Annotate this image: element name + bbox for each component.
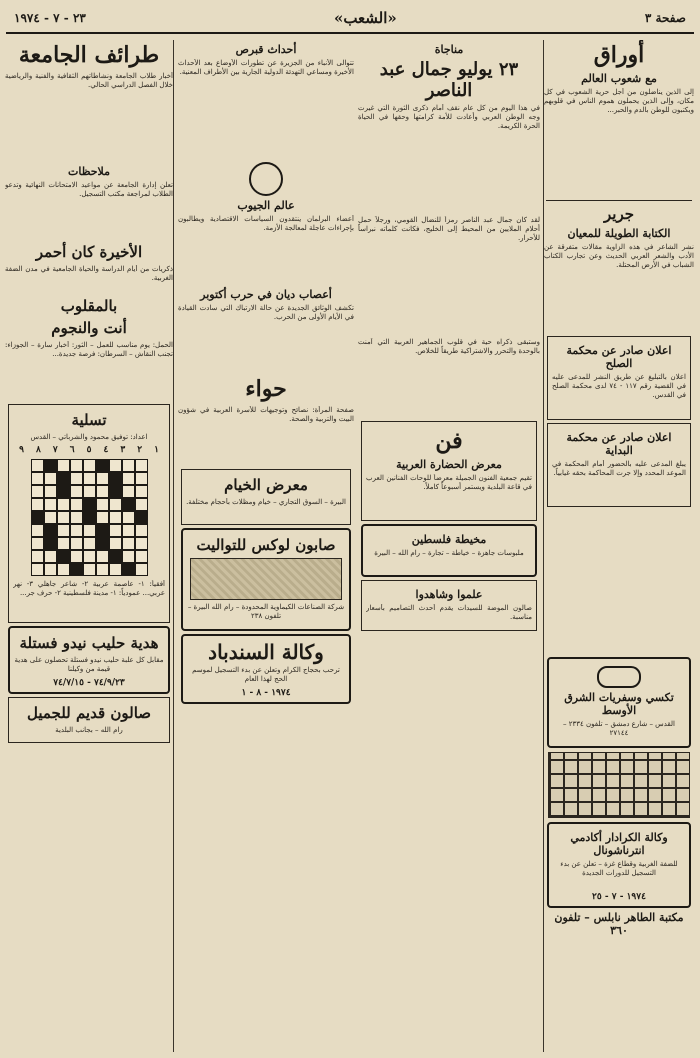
travel-agency-ad (181, 634, 351, 704)
article-body-3: وستبقى ذكراه حية في قلوب الجماهير العربية التي آمنت بالوحدة والتحرر والاشتراكية طريقاً للخلاص. (358, 338, 540, 355)
salon-notice (361, 580, 537, 631)
crossword-cell (109, 472, 122, 485)
crossword-cell (44, 550, 57, 563)
crossword-cell (83, 550, 96, 563)
academy-title: وكالة الكرادار أكادمي انترناشونال (570, 831, 668, 857)
crossword-cell (31, 524, 44, 537)
crossword-cell (96, 537, 109, 550)
crossword-number: ٦ (69, 445, 75, 455)
crossword-cell (122, 524, 135, 537)
pockets-title: عالم الجيوب (237, 199, 295, 212)
crossword-cell (57, 524, 70, 537)
page-number: صفحة ٣ (644, 11, 686, 25)
crossword-cell (122, 472, 135, 485)
tents-title: معرض الخيام (224, 476, 308, 494)
crossword-number: ٣ (120, 445, 126, 455)
newspaper-page (6, 4, 694, 1052)
notice-body: اعلان بالتبليغ عن طريق النشر للمدعى عليه في القضية رقم ١١٧ - ٧٤ لدى محكمة الصلح في القدس. (552, 373, 686, 399)
crossword-cell (70, 563, 83, 576)
crossword-cell (31, 550, 44, 563)
crossword-cell (70, 472, 83, 485)
crossword-cell (96, 485, 109, 498)
crossword-title: تسلية (71, 411, 107, 429)
crossword-cell (70, 550, 83, 563)
crossword-number: ٢ (137, 445, 143, 455)
academy-ad (547, 822, 691, 908)
article-body-1: في هذا اليوم من كل عام نقف أمام ذكرى الثورة التي غيرت وجه الوطن العربي وأعادت للأمة كرامتها وحقها في الحياة الحرة الكريمة. (358, 104, 540, 130)
crossword-cell (44, 485, 57, 498)
crossword-cell (135, 498, 148, 511)
court-notice-2 (547, 423, 691, 507)
crossword-number: ٤ (103, 445, 109, 455)
salon-title: صالون قديم للجميل (26, 704, 152, 722)
crossword-cell (83, 472, 96, 485)
crossword-cell (70, 498, 83, 511)
right-ads (544, 654, 694, 940)
tailor-ad (361, 524, 537, 577)
crossword-cell (31, 498, 44, 511)
taxi-ad (547, 657, 691, 748)
crossword-cell (83, 563, 96, 576)
poem-body: إلى الذين يناضلون من أجل حرية الشعوب في كل مكان، وإلى الذين يحملون هموم الناس في قلوبهم ويكتبون للوطن بالدم والحبر... (544, 88, 694, 114)
crossword-cell (122, 498, 135, 511)
scaffold-image (548, 752, 690, 818)
crossword-cell (83, 485, 96, 498)
hawwa-body: صفحة المرأة: نصائح وتوجيهات للأسرة العربية في شؤون البيت والتربية والصحة. (178, 406, 354, 423)
poem-title: مع شعوب العالم (581, 72, 657, 85)
crossword-cell (31, 485, 44, 498)
crossword-cell (83, 498, 96, 511)
crossword-credit: اعداد: توفيق محمود والشرباتي – القدس (30, 433, 148, 441)
section-body: نشر الشاعر في هذه الزاوية مقالات متفرقة عن الأدب والشعر العربي الحديث وعن تجارب الكتاب الشباب في الأرض المحتلة. (544, 243, 694, 269)
crossword-cell (122, 485, 135, 498)
crossword-cell (31, 511, 44, 524)
crossword-grid (31, 459, 148, 576)
crossword-cell (122, 459, 135, 472)
crossword-cell (57, 498, 70, 511)
crossword-cell (57, 485, 70, 498)
crossword-cell (96, 511, 109, 524)
gift-title: هدية حليب نيدو فستلة (19, 634, 159, 652)
tents-body: البيرة – السوق التجاري – خيام ومظلات بأحجام مختلفة. (186, 498, 346, 506)
crossword-cell (96, 472, 109, 485)
taxi-title: تكسي وسفريات الشرق الأوسط (564, 691, 674, 717)
crossword-cell (109, 524, 122, 537)
agency-title: وكالة السندباد (208, 640, 324, 664)
crossword-cell (96, 524, 109, 537)
art-subtitle: معرض الحضارة العربية (396, 458, 502, 471)
crossword-clues: أفقياً: ١- عاصمة عربية ٢- شاعر جاهلي ٣- نهر عربي... عمودياً: ١- مدينة فلسطينية ٢- حرف جر... (13, 580, 165, 597)
crossword-cell (96, 563, 109, 576)
memoirs-title: الأخيرة كان أحمر (35, 243, 143, 261)
notice-body: يبلغ المدعى عليه بالحضور أمام المحكمة في الموعد المحدد وإلا جرت المحاكمة بحقه غيابياً. (552, 460, 686, 477)
crossword-cell (135, 472, 148, 485)
crossword-cell (70, 524, 83, 537)
crossword-cell (109, 459, 122, 472)
dayan-body: تكشف الوثائق الجديدة عن حالة الارتباك التي سادت القيادة في الأيام الأولى من الحرب. (178, 304, 354, 321)
art-box (361, 421, 537, 521)
tailor-body: ملبوسات جاهزة – خياطة – تجارة – رام الله – البيرة (374, 549, 524, 557)
crossword-cell (31, 537, 44, 550)
news-column (178, 40, 354, 1052)
crossword-cell (31, 459, 44, 472)
crossword-cell (109, 498, 122, 511)
crossword-cell (57, 563, 70, 576)
article-body-2: لقد كان جمال عبد الناصر رمزاً للنضال القومي، ورجلاً حمل أحلام الملايين من المحيط إلى الخليج، فكانت كلماته نبراساً للأحرار. (358, 216, 540, 242)
crossword-cell (70, 485, 83, 498)
crossword-number: ٧ (52, 445, 58, 455)
crossword-cell (135, 563, 148, 576)
notes-title: ملاحظات (68, 165, 110, 178)
crossword-cell (44, 537, 57, 550)
cyprus-title: أحداث قبرص (235, 43, 297, 56)
crossword-cell (44, 498, 57, 511)
crossword-cell (109, 563, 122, 576)
crossword-cell (109, 537, 122, 550)
tents-ad (181, 469, 351, 525)
crossword-cell (31, 472, 44, 485)
crossword-cell (44, 459, 57, 472)
agency-body: ترحب بحجاج الكرام وتعلن عن بدء التسجيل لموسم الحج لهذا العام (192, 666, 340, 683)
taxi-body: القدس – شارع دمشق – تلفون ٢٣٣٤ – ٢٧١٤٤ (562, 720, 676, 737)
section-title-jarir: جرير (604, 205, 634, 223)
pockets-body: أعضاء البرلمان ينتقدون السياسات الاقتصادية ويطالبون بإجراءات عاجلة لمعالجة الأزمة. (178, 215, 354, 232)
crossword-cell (44, 524, 57, 537)
dayan-title: أعصاب ديان في حرب أكتوبر (200, 288, 332, 301)
soap-bar-image (190, 558, 342, 600)
gift-date: ٧٤/٩/٢٣ - ٧٤/٧/١٥ (53, 678, 125, 688)
crossword-numbers (13, 445, 165, 455)
crossword-cell (83, 537, 96, 550)
salon-body: صالون الموضة للسيدات يقدم أحدث التصاميم بأسعار مناسبة. (366, 604, 532, 621)
globe-icon (249, 162, 283, 196)
crossword-cell (96, 550, 109, 563)
crossword-cell (44, 511, 57, 524)
notice-title: اعلان صادر عن محكمة البداية (566, 431, 672, 457)
nido-gift-ad (8, 626, 170, 694)
crossword-cell (57, 472, 70, 485)
crossword-cell (135, 550, 148, 563)
issue-date: ٢٣ - ٧ - ١٩٧٤ (14, 11, 86, 25)
crossword-cell (122, 563, 135, 576)
upside-down-title: بالمقلوب (60, 297, 118, 315)
paper-name: «الشعب» (333, 9, 397, 27)
crossword-cell (96, 498, 109, 511)
crossword-cell (122, 537, 135, 550)
tailor-title: مخيطة فلسطين (411, 533, 487, 546)
crossword-cell (122, 511, 135, 524)
main-headline: ٢٣ يوليو جمال عبد الناصر (379, 59, 519, 101)
soap-body: شركة الصناعات الكيماوية المحدودة – رام الله البيرة – تلفون ٢٣٨ (187, 603, 345, 620)
section-subtitle: الكتابة الطويلة للمعيان (567, 227, 671, 240)
crossword-number: ٨ (36, 445, 41, 455)
cyprus-body: تتوالى الأنباء من الجزيرة عن تطورات الأوضاع بعد الأحداث الأخيرة ومساعي التهدئة الدولية الجارية بين الأطراف المعنية. (178, 59, 354, 76)
crossword-number: ٩ (19, 445, 24, 455)
crossword-cell (109, 550, 122, 563)
crossword-cell (109, 485, 122, 498)
crossword-cell (44, 472, 57, 485)
bookshop-ad: مكتبة الطاهر نابلس – تلفون ٣٦٠ (554, 911, 684, 937)
art-body: تقيم جمعية الفنون الجميلة معرضاً للوحات الفنانين العرب في قاعة البلدية ويستمر أسبوعاً كاملاً. (366, 474, 532, 491)
court-notice-1 (547, 336, 691, 420)
crossword-cell (57, 459, 70, 472)
salon-ad (8, 697, 170, 743)
crossword-cell (109, 511, 122, 524)
crossword-cell (135, 524, 148, 537)
crossword-cell (57, 537, 70, 550)
art-title: فن (435, 428, 463, 454)
crossword-cell (57, 511, 70, 524)
kicker: مناجاة (434, 43, 464, 56)
left-column (5, 40, 174, 1052)
crossword-cell (83, 511, 96, 524)
crossword-cell (70, 537, 83, 550)
soap-ad (181, 528, 351, 631)
crossword-cell (57, 550, 70, 563)
horoscope-title: أنت والنجوم (51, 319, 127, 337)
crossword-cell (135, 459, 148, 472)
salon-title: علموا وشاهدوا (415, 588, 483, 601)
hawwa-title: حواء (245, 376, 287, 402)
crossword-cell (83, 524, 96, 537)
crossword-cell (96, 459, 109, 472)
crossword-cell (135, 537, 148, 550)
crossword-cell (83, 459, 96, 472)
editorial-column (358, 40, 540, 1052)
crossword-cell (122, 550, 135, 563)
horoscope-body: الحمل: يوم مناسب للعمل – الثور: أخبار سارة – الجوزاء: تجنب النقاش – السرطان: فرصة جديدة... (5, 341, 173, 358)
crossword-cell (70, 511, 83, 524)
crossword-number: ١ (154, 445, 159, 455)
academy-date: ١٩٧٤ - ٧ - ٢٥ (592, 892, 646, 902)
university-title: طرائف الجامعة (18, 42, 160, 68)
crossword-box (8, 404, 170, 623)
soap-title: صابون لوكس للتواليت (196, 536, 336, 554)
agency-date: ١٩٧٤ - ٨ - ١ (241, 688, 291, 698)
crossword-cell (135, 511, 148, 524)
crossword-cell (31, 563, 44, 576)
notice-title: اعلان صادر عن محكمة الصلح (566, 344, 672, 370)
crossword-cell (44, 563, 57, 576)
divider (546, 200, 692, 201)
crossword-cell (70, 459, 83, 472)
wings-emblem-icon (597, 666, 641, 688)
column-title-awraq: أوراق (593, 42, 645, 68)
salon-body: رام الله – بجانب البلدية (55, 726, 123, 734)
gift-body: مقابل كل علبة حليب نيدو فستلة تحصلون على هدية قيمة من وكيلنا (14, 656, 164, 673)
university-body: أخبار طلاب الجامعة ونشاطاتهم الثقافية والفنية والرياضية خلال الفصل الدراسي الحالي. (5, 72, 173, 89)
academy-body: للضفة الغربية وقطاع غزة – تعلن عن بدء التسجيل للدورات الجديدة (560, 860, 678, 877)
memoirs-body: ذكريات من أيام الدراسة والحياة الجامعية في مدن الضفة الغربية. (5, 265, 173, 282)
crossword-cell (135, 485, 148, 498)
notes-body: تعلن إدارة الجامعة عن مواعيد الامتحانات النهائية وتدعو الطلاب لمراجعة مكتب التسجيل. (5, 181, 173, 198)
crossword-number: ٥ (86, 445, 92, 455)
masthead (6, 4, 694, 34)
